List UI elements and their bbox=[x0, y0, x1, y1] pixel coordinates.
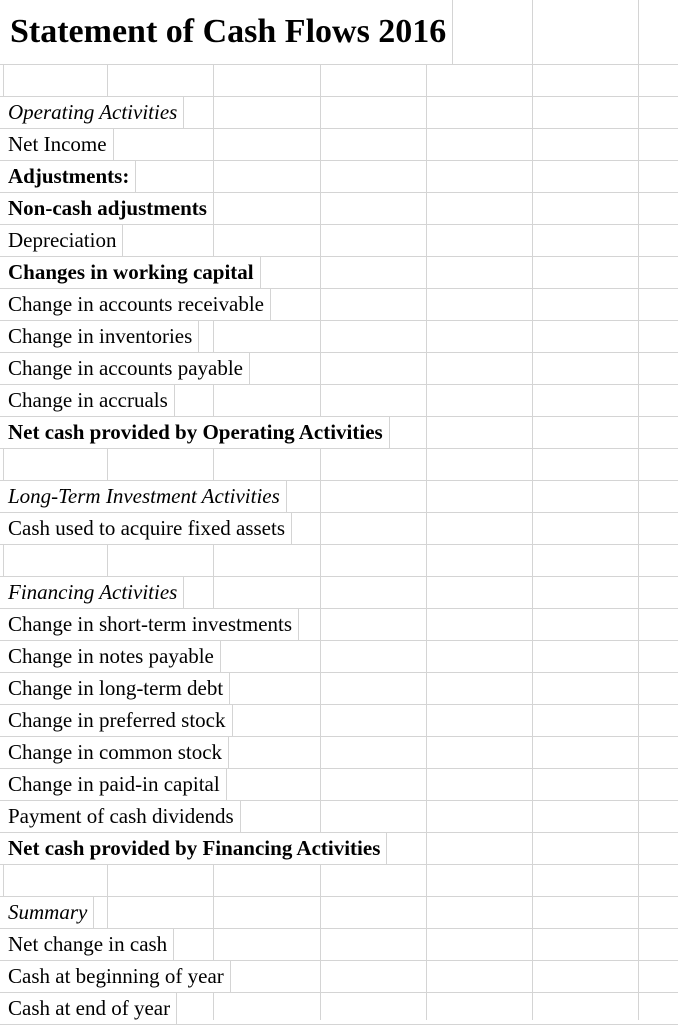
table-row[interactable] bbox=[0, 929, 678, 960]
row-label-cell[interactable]: Cash at beginning of year bbox=[0, 961, 231, 992]
row-label-cell[interactable]: Change in common stock bbox=[0, 737, 229, 768]
row-label-cell[interactable] bbox=[0, 865, 8, 896]
table-row[interactable] bbox=[0, 993, 678, 1024]
row-label-cell[interactable]: Cash at end of year bbox=[0, 993, 177, 1024]
row-label-cell[interactable]: Change in short-term investments bbox=[0, 609, 299, 640]
row-label-cell[interactable]: Change in accruals bbox=[0, 385, 175, 416]
table-row[interactable] bbox=[0, 417, 678, 448]
table-row[interactable] bbox=[0, 609, 678, 640]
row-label-cell[interactable]: Net Income bbox=[0, 129, 114, 160]
row-label-cell[interactable]: Non-cash adjustments bbox=[0, 193, 214, 224]
page-title[interactable]: Statement of Cash Flows 2016 bbox=[0, 0, 453, 64]
table-row[interactable] bbox=[0, 865, 678, 896]
table-row[interactable] bbox=[0, 705, 678, 736]
table-row[interactable] bbox=[0, 353, 678, 384]
table-row[interactable] bbox=[0, 65, 678, 96]
row-label-cell[interactable] bbox=[0, 545, 8, 576]
row-label-cell[interactable]: Change in accounts receivable bbox=[0, 289, 271, 320]
table-row[interactable] bbox=[0, 97, 678, 128]
table-row[interactable] bbox=[0, 321, 678, 352]
table-row[interactable] bbox=[0, 193, 678, 224]
table-row[interactable] bbox=[0, 289, 678, 320]
table-row[interactable] bbox=[0, 641, 678, 672]
row-label-cell[interactable]: Net change in cash bbox=[0, 929, 174, 960]
table-row[interactable] bbox=[0, 673, 678, 704]
row-label-cell[interactable]: Summary bbox=[0, 897, 94, 928]
row-label-cell[interactable]: Change in preferred stock bbox=[0, 705, 233, 736]
row-label-cell[interactable]: Operating Activities bbox=[0, 97, 184, 128]
table-row[interactable] bbox=[0, 385, 678, 416]
row-label-cell[interactable]: Change in accounts payable bbox=[0, 353, 250, 384]
table-row[interactable] bbox=[0, 257, 678, 288]
table-row[interactable] bbox=[0, 897, 678, 928]
row-label-cell[interactable]: Net cash provided by Operating Activities bbox=[0, 417, 390, 448]
table-row[interactable] bbox=[0, 513, 678, 544]
row-label-cell[interactable]: Payment of cash dividends bbox=[0, 801, 241, 832]
table-row[interactable] bbox=[0, 129, 678, 160]
row-label-cell[interactable]: Depreciation bbox=[0, 225, 123, 256]
table-row[interactable] bbox=[0, 737, 678, 768]
table-row[interactable] bbox=[0, 801, 678, 832]
table-row[interactable] bbox=[0, 161, 678, 192]
row-label-cell[interactable]: Cash used to acquire fixed assets bbox=[0, 513, 292, 544]
row-label-cell[interactable]: Financing Activities bbox=[0, 577, 184, 608]
row-label-cell[interactable]: Change in long-term debt bbox=[0, 673, 230, 704]
row-label-cell[interactable]: Net cash provided by Financing Activities bbox=[0, 833, 387, 864]
row-label-cell[interactable] bbox=[0, 65, 8, 96]
row-label-cell[interactable] bbox=[0, 449, 8, 480]
row-label-cell[interactable]: Long-Term Investment Activities bbox=[0, 481, 287, 512]
table-row[interactable] bbox=[0, 225, 678, 256]
row-label-cell[interactable]: Change in paid-in capital bbox=[0, 769, 227, 800]
row-label-cell[interactable]: Change in inventories bbox=[0, 321, 199, 352]
table-row[interactable] bbox=[0, 961, 678, 992]
table-row[interactable] bbox=[0, 545, 678, 576]
table-row[interactable] bbox=[0, 577, 678, 608]
table-row[interactable] bbox=[0, 769, 678, 800]
table-row[interactable] bbox=[0, 449, 678, 480]
title-row[interactable] bbox=[0, 0, 678, 64]
row-label-cell[interactable]: Adjustments: bbox=[0, 161, 136, 192]
row-label-cell[interactable]: Change in notes payable bbox=[0, 641, 221, 672]
table-row[interactable] bbox=[0, 833, 678, 864]
table-row[interactable] bbox=[0, 481, 678, 512]
row-label-cell[interactable]: Changes in working capital bbox=[0, 257, 261, 288]
